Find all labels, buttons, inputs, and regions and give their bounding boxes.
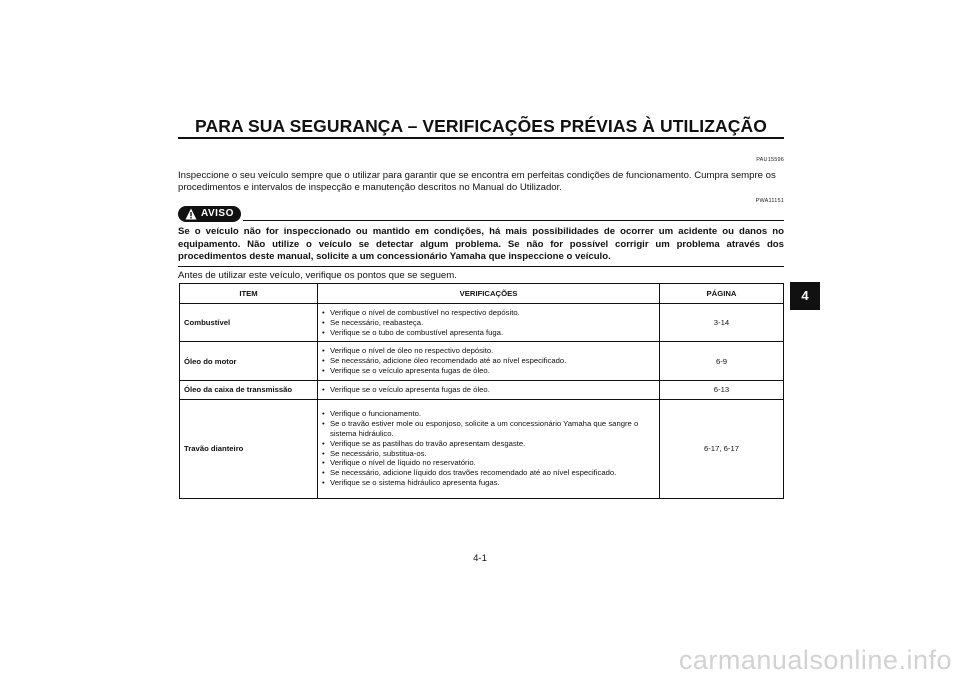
- pre-operation-checklist-table: [179, 283, 784, 499]
- check-bullet: • Verifique se o tubo de combustível apresenta fuga.: [322, 328, 655, 338]
- section-code: PAU15596: [756, 157, 784, 163]
- check-bullet: • Se necessário, substitua-os.: [322, 449, 655, 459]
- check-bullet: • Verifique o nível de líquido no reservatório.: [322, 458, 655, 468]
- table-row: [180, 342, 784, 380]
- header-item: ITEM: [180, 284, 318, 304]
- table-row: [180, 380, 784, 399]
- table-header-row: [180, 284, 784, 304]
- check-bullet: • Se o travão estiver mole ou esponjoso, solicite a um concessionário Yamaha que sangre o sistema hidráulico.: [322, 419, 655, 439]
- header-page: PÁGINA: [660, 284, 784, 304]
- warning-badge-label: AVISO: [201, 208, 234, 219]
- watermark-text: carmanualsonline.info: [678, 645, 952, 675]
- row-item: Óleo do motor: [180, 342, 318, 380]
- row-item: Combustível: [180, 304, 318, 342]
- warning-badge: [178, 206, 241, 222]
- check-bullet: • Verifique o funcionamento.: [322, 409, 655, 419]
- table-row: [180, 399, 784, 498]
- checklist-intro: Antes de utilizar este veículo, verifique os pontos que se seguem.: [178, 270, 457, 281]
- warning-divider: [243, 220, 784, 221]
- row-page: 6-17, 6-17: [660, 399, 784, 498]
- intro-paragraph: Inspeccione o seu veículo sempre que o utilizar para garantir que se encontra em perfeitas condições de funcionamento. Cumpra sempre os procedimentos e intervalos de inspecção e manutenção descritos no Manual do Utilizador.: [178, 170, 776, 193]
- check-bullet: • Verifique se as pastilhas do travão apresentam desgaste.: [322, 439, 655, 449]
- page-title: PARA SUA SEGURANÇA – VERIFICAÇÕES PRÉVIAS À UTILIZAÇÃO: [195, 116, 767, 136]
- row-checks: [318, 399, 660, 498]
- title-divider: [178, 137, 784, 139]
- check-bullet: • Verifique se o veículo apresenta fugas de óleo.: [322, 385, 655, 395]
- row-checks: [318, 304, 660, 342]
- page-number: 4-1: [473, 553, 487, 564]
- row-item: Óleo da caixa de transmissão: [180, 380, 318, 399]
- warning-end-divider: [178, 266, 784, 267]
- check-bullet: • Verifique o nível de óleo no respectivo depósito.: [322, 346, 655, 356]
- check-bullet: • Se necessário, adicione líquido dos travões recomendado até ao nível especificado.: [322, 468, 655, 478]
- check-bullet: • Se necessário, adicione óleo recomendado até ao nível especificado.: [322, 356, 655, 366]
- check-bullet: • Se necessário, reabasteça.: [322, 318, 655, 328]
- row-page: 6-9: [660, 342, 784, 380]
- check-bullet: • Verifique se o veículo apresenta fugas de óleo.: [322, 366, 655, 376]
- check-bullet: • Verifique se o sistema hidráulico apresenta fugas.: [322, 478, 655, 488]
- row-page: 3-14: [660, 304, 784, 342]
- warning-code: PWA11151: [755, 198, 784, 204]
- row-checks: [318, 380, 660, 399]
- header-checks: VERIFICAÇÕES: [318, 284, 660, 304]
- warning-text: Se o veículo não for inspeccionado ou mantido em condições, há mais possibilidades de ocorrer um acidente ou danos no equipamento. Não utilize o veículo se detectar algum problema. Se não for possível corrigir um problema através dos procedimentos deste manual, solicite a um concessionário Yamaha que inspeccione o veículo.: [178, 226, 784, 262]
- row-checks: [318, 342, 660, 380]
- chapter-tab: 4: [790, 282, 820, 310]
- table-row: [180, 304, 784, 342]
- warning-triangle-icon: [185, 208, 197, 220]
- row-page: 6-13: [660, 380, 784, 399]
- row-item: Travão dianteiro: [180, 399, 318, 498]
- check-bullet: • Verifique o nível de combustível no respectivo depósito.: [322, 308, 655, 318]
